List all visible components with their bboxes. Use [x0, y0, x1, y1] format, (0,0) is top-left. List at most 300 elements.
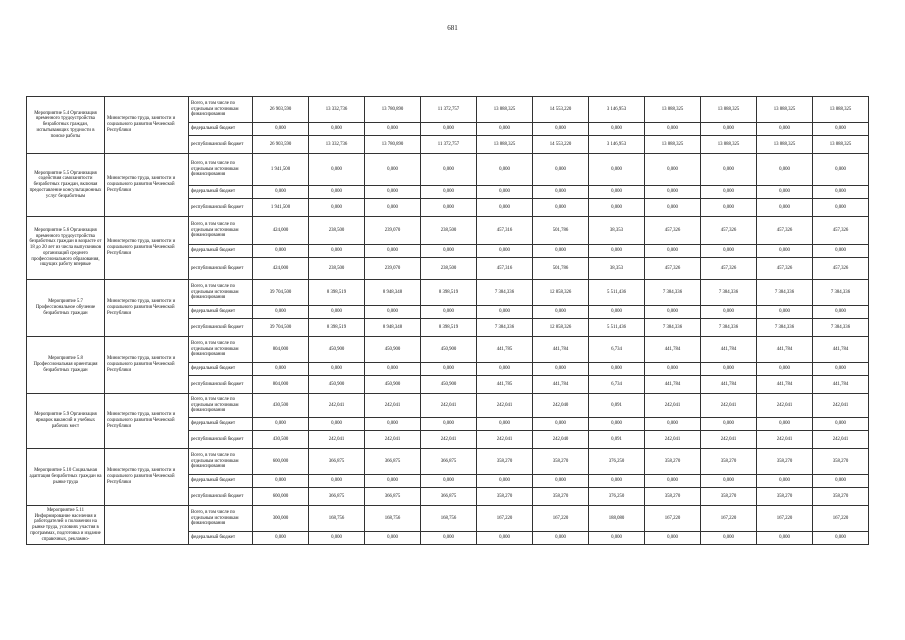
amount-cell: 0,000 [365, 306, 421, 319]
funding-source: Всего, в том числе по отдельным источникам финансирования [189, 394, 253, 418]
funding-source: федеральный бюджет [189, 306, 253, 319]
amount-cell: 242,041 [365, 394, 421, 418]
amount-cell: 457,326 [645, 217, 701, 245]
amount-cell: 457,326 [757, 217, 813, 245]
amount-cell: 0,000 [365, 475, 421, 488]
amount-cell: 0,000 [589, 186, 645, 199]
amount-cell: 0,000 [477, 532, 533, 545]
amount-cell: 358,270 [813, 449, 869, 475]
amount-cell: 13 888,325 [757, 97, 813, 123]
amount-cell: 0,000 [589, 475, 645, 488]
funding-source: республиканский бюджет [189, 319, 253, 337]
amount-cell: 0,000 [477, 186, 533, 199]
amount-cell: 457,316 [477, 258, 533, 280]
amount-cell: 242,041 [309, 431, 365, 449]
measure-executor: Министерство труда, занятости и социального развития Чеченской Республики [105, 337, 189, 394]
amount-cell: 0,000 [589, 154, 645, 186]
amount-cell: 242,041 [477, 431, 533, 449]
funding-source: Всего, в том числе по отдельным источникам финансирования [189, 449, 253, 475]
amount-cell: 7 384,336 [645, 280, 701, 306]
amount-cell: 0,000 [253, 532, 309, 545]
amount-cell: 0,000 [309, 123, 365, 136]
amount-cell: 11 372,757 [421, 97, 477, 123]
amount-cell: 38,353 [589, 217, 645, 245]
table-row [27, 394, 869, 418]
amount-cell: 441,785 [477, 376, 533, 394]
amount-cell: 7 384,336 [813, 280, 869, 306]
amount-cell: 450,900 [421, 376, 477, 394]
amount-cell: 0,000 [421, 532, 477, 545]
funding-source: Всего, в том числе по отдельным источникам финансирования [189, 337, 253, 363]
measure-executor [105, 506, 189, 545]
amount-cell: 39 704,500 [253, 319, 309, 337]
amount-cell: 0,000 [533, 532, 589, 545]
amount-cell: 167,220 [477, 506, 533, 532]
amount-cell: 0,000 [701, 186, 757, 199]
amount-cell: 450,900 [421, 337, 477, 363]
amount-cell: 366,875 [365, 488, 421, 506]
amount-cell: 168,756 [365, 506, 421, 532]
amount-cell: 7 384,336 [813, 319, 869, 337]
amount-cell: 238,500 [421, 217, 477, 245]
amount-cell: 12 858,326 [533, 280, 589, 306]
amount-cell: 0,000 [421, 418, 477, 431]
amount-cell: 7 384,336 [477, 319, 533, 337]
measure-name: Мероприятие 5.7 Профессиональное обучение безработных граждан [27, 280, 105, 337]
amount-cell: 242,040 [533, 431, 589, 449]
table-row [27, 449, 869, 475]
table-row [27, 337, 869, 363]
amount-cell: 0,000 [589, 532, 645, 545]
amount-cell: 441,784 [813, 376, 869, 394]
amount-cell: 0,000 [701, 418, 757, 431]
amount-cell: 0,000 [477, 199, 533, 217]
amount-cell: 0,091 [589, 431, 645, 449]
amount-cell: 450,900 [365, 376, 421, 394]
amount-cell: 167,220 [757, 506, 813, 532]
funding-source: федеральный бюджет [189, 245, 253, 258]
amount-cell: 0,000 [477, 418, 533, 431]
amount-cell: 0,000 [757, 199, 813, 217]
funding-source: республиканский бюджет [189, 488, 253, 506]
amount-cell: 0,000 [813, 154, 869, 186]
amount-cell: 804,000 [253, 337, 309, 363]
amount-cell: 0,000 [757, 363, 813, 376]
amount-cell: 38,353 [589, 258, 645, 280]
amount-cell: 0,000 [813, 199, 869, 217]
amount-cell: 8 398,519 [421, 280, 477, 306]
amount-cell: 14 553,220 [533, 136, 589, 154]
amount-cell: 0,000 [645, 532, 701, 545]
amount-cell: 600,000 [253, 449, 309, 475]
amount-cell: 13 780,890 [365, 97, 421, 123]
amount-cell: 13 888,325 [813, 136, 869, 154]
amount-cell: 14 553,220 [533, 97, 589, 123]
measure-name: Мероприятие 5.11 Информирование населения и работодателей о положении на рынке труда, условиях участия в программах, подготовка и издание справочных, рекламно- [27, 506, 105, 545]
amount-cell: 13 888,325 [645, 97, 701, 123]
amount-cell: 8 398,519 [421, 319, 477, 337]
amount-cell: 0,000 [645, 306, 701, 319]
table-row [27, 154, 869, 186]
funding-source: федеральный бюджет [189, 475, 253, 488]
amount-cell: 0,000 [813, 418, 869, 431]
amount-cell: 0,000 [365, 418, 421, 431]
table-row [27, 97, 869, 123]
amount-cell: 0,000 [813, 186, 869, 199]
amount-cell: 0,000 [365, 199, 421, 217]
amount-cell: 0,000 [309, 154, 365, 186]
amount-cell: 358,270 [757, 488, 813, 506]
amount-cell: 13 888,325 [757, 136, 813, 154]
amount-cell: 7 384,336 [477, 280, 533, 306]
funding-source: федеральный бюджет [189, 123, 253, 136]
amount-cell: 13 332,736 [309, 136, 365, 154]
amount-cell: 450,900 [309, 376, 365, 394]
amount-cell: 242,041 [813, 431, 869, 449]
amount-cell: 0,000 [533, 186, 589, 199]
amount-cell: 0,000 [701, 475, 757, 488]
amount-cell: 358,270 [477, 488, 533, 506]
amount-cell: 441,784 [645, 337, 701, 363]
amount-cell: 457,326 [645, 258, 701, 280]
amount-cell: 0,000 [813, 306, 869, 319]
amount-cell: 457,326 [701, 258, 757, 280]
amount-cell: 8 948,348 [365, 280, 421, 306]
amount-cell: 450,900 [365, 337, 421, 363]
amount-cell: 239,070 [365, 217, 421, 245]
amount-cell: 0,000 [701, 363, 757, 376]
amount-cell: 0,000 [253, 363, 309, 376]
amount-cell: 0,000 [645, 123, 701, 136]
measure-name: Мероприятие 5.8 Профессиональная ориентация безработных граждан [27, 337, 105, 394]
amount-cell: 441,785 [477, 337, 533, 363]
amount-cell: 441,784 [645, 376, 701, 394]
amount-cell: 1 941,500 [253, 199, 309, 217]
amount-cell: 13 888,325 [477, 136, 533, 154]
amount-cell: 242,041 [757, 394, 813, 418]
amount-cell: 600,000 [253, 488, 309, 506]
funding-source: федеральный бюджет [189, 186, 253, 199]
amount-cell: 0,000 [757, 245, 813, 258]
amount-cell: 0,000 [701, 532, 757, 545]
amount-cell: 0,000 [477, 363, 533, 376]
amount-cell: 0,000 [813, 245, 869, 258]
amount-cell: 0,000 [309, 532, 365, 545]
amount-cell: 0,000 [813, 363, 869, 376]
amount-cell: 239,070 [365, 258, 421, 280]
amount-cell: 358,270 [813, 488, 869, 506]
amount-cell: 450,900 [309, 337, 365, 363]
amount-cell: 457,326 [813, 258, 869, 280]
funding-source: федеральный бюджет [189, 363, 253, 376]
amount-cell: 12 858,326 [533, 319, 589, 337]
amount-cell: 0,000 [701, 154, 757, 186]
amount-cell: 168,756 [421, 506, 477, 532]
amount-cell: 8 398,519 [309, 280, 365, 306]
amount-cell: 358,270 [645, 449, 701, 475]
measure-name: Мероприятие 5.10 Социальная адаптация безработных граждан на рынке труда [27, 449, 105, 506]
amount-cell: 167,220 [701, 506, 757, 532]
amount-cell: 0,000 [757, 306, 813, 319]
amount-cell: 424,000 [253, 258, 309, 280]
amount-cell: 11 372,757 [421, 136, 477, 154]
amount-cell: 13 888,325 [645, 136, 701, 154]
amount-cell: 0,000 [253, 306, 309, 319]
table-row [27, 280, 869, 306]
funding-source: Всего, в том числе по отдельным источникам финансирования [189, 280, 253, 306]
amount-cell: 0,000 [253, 475, 309, 488]
amount-cell: 0,000 [589, 199, 645, 217]
amount-cell: 8 398,519 [309, 319, 365, 337]
amount-cell: 0,000 [421, 245, 477, 258]
funding-source: республиканский бюджет [189, 431, 253, 449]
measure-name: Мероприятие 5.5 Организация содействия самозанятости безработных граждан, включая предоставление консультационных услуг безработным [27, 154, 105, 217]
amount-cell: 39 704,500 [253, 280, 309, 306]
amount-cell: 0,000 [533, 154, 589, 186]
amount-cell: 6,734 [589, 376, 645, 394]
amount-cell: 0,000 [365, 245, 421, 258]
amount-cell: 7 384,336 [757, 280, 813, 306]
amount-cell: 0,000 [589, 245, 645, 258]
amount-cell: 0,000 [533, 418, 589, 431]
amount-cell: 238,500 [309, 217, 365, 245]
amount-cell: 0,000 [309, 418, 365, 431]
amount-cell: 242,041 [421, 431, 477, 449]
amount-cell: 441,784 [533, 337, 589, 363]
amount-cell: 0,000 [421, 306, 477, 319]
amount-cell: 5 511,436 [589, 319, 645, 337]
amount-cell: 0,000 [757, 532, 813, 545]
amount-cell: 0,000 [477, 154, 533, 186]
amount-cell: 0,000 [589, 363, 645, 376]
amount-cell: 7 384,336 [757, 319, 813, 337]
amount-cell: 6,734 [589, 337, 645, 363]
amount-cell: 167,220 [533, 506, 589, 532]
amount-cell: 0,000 [645, 363, 701, 376]
amount-cell: 358,270 [477, 449, 533, 475]
amount-cell: 188,080 [589, 506, 645, 532]
amount-cell: 5 511,436 [589, 280, 645, 306]
amount-cell: 167,220 [813, 506, 869, 532]
amount-cell: 457,326 [813, 217, 869, 245]
amount-cell: 0,091 [589, 394, 645, 418]
amount-cell: 242,040 [533, 394, 589, 418]
amount-cell: 0,000 [533, 245, 589, 258]
budget-table [26, 96, 869, 545]
amount-cell: 804,000 [253, 376, 309, 394]
amount-cell: 0,000 [757, 475, 813, 488]
amount-cell: 0,000 [309, 199, 365, 217]
amount-cell: 13 888,325 [813, 97, 869, 123]
amount-cell: 457,326 [757, 258, 813, 280]
table-row [27, 217, 869, 245]
measure-executor: Министерство труда, занятости и социального развития Чеченской Республики [105, 449, 189, 506]
amount-cell: 168,756 [309, 506, 365, 532]
amount-cell: 0,000 [533, 199, 589, 217]
amount-cell: 3 146,953 [589, 97, 645, 123]
amount-cell: 7 384,336 [701, 280, 757, 306]
amount-cell: 0,000 [701, 306, 757, 319]
amount-cell: 1 941,500 [253, 154, 309, 186]
amount-cell: 366,875 [365, 449, 421, 475]
amount-cell: 7 384,336 [645, 319, 701, 337]
funding-source: Всего, в том числе по отдельным источникам финансирования [189, 217, 253, 245]
amount-cell: 8 948,348 [365, 319, 421, 337]
amount-cell: 0,000 [645, 245, 701, 258]
amount-cell: 376,250 [589, 449, 645, 475]
amount-cell: 501,786 [533, 217, 589, 245]
funding-source: республиканский бюджет [189, 136, 253, 154]
amount-cell: 358,270 [645, 488, 701, 506]
amount-cell: 0,000 [645, 186, 701, 199]
amount-cell: 13 780,890 [365, 136, 421, 154]
amount-cell: 242,041 [701, 394, 757, 418]
amount-cell: 441,784 [757, 337, 813, 363]
amount-cell: 0,000 [365, 363, 421, 376]
amount-cell: 0,000 [645, 475, 701, 488]
amount-cell: 430,500 [253, 431, 309, 449]
amount-cell: 0,000 [645, 418, 701, 431]
amount-cell: 366,875 [309, 488, 365, 506]
funding-source: республиканский бюджет [189, 258, 253, 280]
amount-cell: 0,000 [253, 245, 309, 258]
amount-cell: 300,000 [253, 506, 309, 532]
amount-cell: 358,270 [701, 488, 757, 506]
amount-cell: 0,000 [309, 363, 365, 376]
amount-cell: 0,000 [533, 123, 589, 136]
amount-cell: 358,270 [533, 449, 589, 475]
amount-cell: 0,000 [309, 306, 365, 319]
amount-cell: 0,000 [477, 245, 533, 258]
amount-cell: 0,000 [309, 475, 365, 488]
amount-cell: 366,875 [421, 488, 477, 506]
amount-cell: 0,000 [533, 475, 589, 488]
amount-cell: 441,784 [757, 376, 813, 394]
amount-cell: 26 903,590 [253, 136, 309, 154]
amount-cell: 13 332,736 [309, 97, 365, 123]
amount-cell: 0,000 [421, 199, 477, 217]
amount-cell: 358,270 [757, 449, 813, 475]
amount-cell: 0,000 [421, 475, 477, 488]
amount-cell: 0,000 [253, 418, 309, 431]
amount-cell: 7 384,336 [701, 319, 757, 337]
amount-cell: 441,784 [701, 376, 757, 394]
measure-executor: Министерство труда, занятости и социального развития Чеченской Республики [105, 394, 189, 449]
measure-executor: Министерство труда, занятости и социального развития Чеченской Республики [105, 154, 189, 217]
amount-cell: 3 146,953 [589, 136, 645, 154]
table-row [27, 506, 869, 532]
amount-cell: 0,000 [253, 186, 309, 199]
amount-cell: 242,041 [645, 394, 701, 418]
funding-source: федеральный бюджет [189, 418, 253, 431]
amount-cell: 0,000 [421, 363, 477, 376]
amount-cell: 242,041 [421, 394, 477, 418]
amount-cell: 0,000 [813, 532, 869, 545]
amount-cell: 238,500 [309, 258, 365, 280]
amount-cell: 457,316 [477, 217, 533, 245]
amount-cell: 0,000 [421, 186, 477, 199]
funding-source: республиканский бюджет [189, 199, 253, 217]
amount-cell: 0,000 [477, 306, 533, 319]
measure-name: Мероприятие 5.6 Организация временного трудоустройства безработных граждан в возрасте от 18 до 20 лет из числа выпускников организаций среднего профессионального образования, ищущих работу впервые [27, 217, 105, 280]
amount-cell: 167,220 [645, 506, 701, 532]
amount-cell: 0,000 [813, 123, 869, 136]
page-number: 681 [447, 24, 458, 32]
amount-cell: 0,000 [533, 306, 589, 319]
amount-cell: 0,000 [589, 123, 645, 136]
amount-cell: 501,786 [533, 258, 589, 280]
amount-cell: 0,000 [309, 186, 365, 199]
funding-source: Всего, в том числе по отдельным источникам финансирования [189, 506, 253, 532]
amount-cell: 242,041 [645, 431, 701, 449]
amount-cell: 457,326 [701, 217, 757, 245]
amount-cell: 242,041 [477, 394, 533, 418]
amount-cell: 358,270 [533, 488, 589, 506]
amount-cell: 242,041 [365, 431, 421, 449]
amount-cell: 0,000 [365, 154, 421, 186]
amount-cell: 0,000 [813, 475, 869, 488]
amount-cell: 0,000 [253, 123, 309, 136]
amount-cell: 0,000 [589, 418, 645, 431]
amount-cell: 13 888,325 [701, 136, 757, 154]
amount-cell: 441,784 [533, 376, 589, 394]
amount-cell: 0,000 [757, 418, 813, 431]
amount-cell: 376,250 [589, 488, 645, 506]
amount-cell: 0,000 [365, 123, 421, 136]
amount-cell: 441,784 [701, 337, 757, 363]
funding-source: федеральный бюджет [189, 532, 253, 545]
amount-cell: 0,000 [701, 123, 757, 136]
amount-cell: 0,000 [533, 363, 589, 376]
amount-cell: 0,000 [701, 245, 757, 258]
amount-cell: 238,500 [421, 258, 477, 280]
amount-cell: 13 888,325 [701, 97, 757, 123]
measure-name: Мероприятие 5.9 Организация ярмарок вакансий и учебных рабочих мест [27, 394, 105, 449]
amount-cell: 13 888,325 [477, 97, 533, 123]
amount-cell: 0,000 [645, 154, 701, 186]
amount-cell: 0,000 [477, 475, 533, 488]
amount-cell: 0,000 [477, 123, 533, 136]
amount-cell: 242,041 [813, 394, 869, 418]
amount-cell: 0,000 [645, 199, 701, 217]
amount-cell: 0,000 [757, 186, 813, 199]
measure-executor: Министерство труда, занятости и социального развития Чеченской Республики [105, 217, 189, 280]
amount-cell: 0,000 [421, 154, 477, 186]
amount-cell: 0,000 [757, 154, 813, 186]
amount-cell: 0,000 [309, 245, 365, 258]
amount-cell: 430,500 [253, 394, 309, 418]
amount-cell: 0,000 [365, 186, 421, 199]
amount-cell: 242,041 [757, 431, 813, 449]
amount-cell: 0,000 [589, 306, 645, 319]
funding-source: Всего, в том числе по отдельным источникам финансирования [189, 97, 253, 123]
amount-cell: 366,875 [309, 449, 365, 475]
measure-name: Мероприятие 5.4 Организация временного трудоустройства безработных граждан, испытывающих трудности в поиске работы [27, 97, 105, 154]
amount-cell: 424,000 [253, 217, 309, 245]
funding-source: республиканский бюджет [189, 376, 253, 394]
amount-cell: 0,000 [421, 123, 477, 136]
measure-executor: Министерство труда, занятости и социального развития Чеченской Республики [105, 280, 189, 337]
amount-cell: 26 903,590 [253, 97, 309, 123]
amount-cell: 441,784 [813, 337, 869, 363]
amount-cell: 0,000 [701, 199, 757, 217]
amount-cell: 366,875 [421, 449, 477, 475]
measure-executor: Министерство труда, занятости и социального развития Чеченской Республики [105, 97, 189, 154]
amount-cell: 242,041 [701, 431, 757, 449]
amount-cell: 358,270 [701, 449, 757, 475]
funding-source: Всего, в том числе по отдельным источникам финансирования [189, 154, 253, 186]
amount-cell: 0,000 [365, 532, 421, 545]
